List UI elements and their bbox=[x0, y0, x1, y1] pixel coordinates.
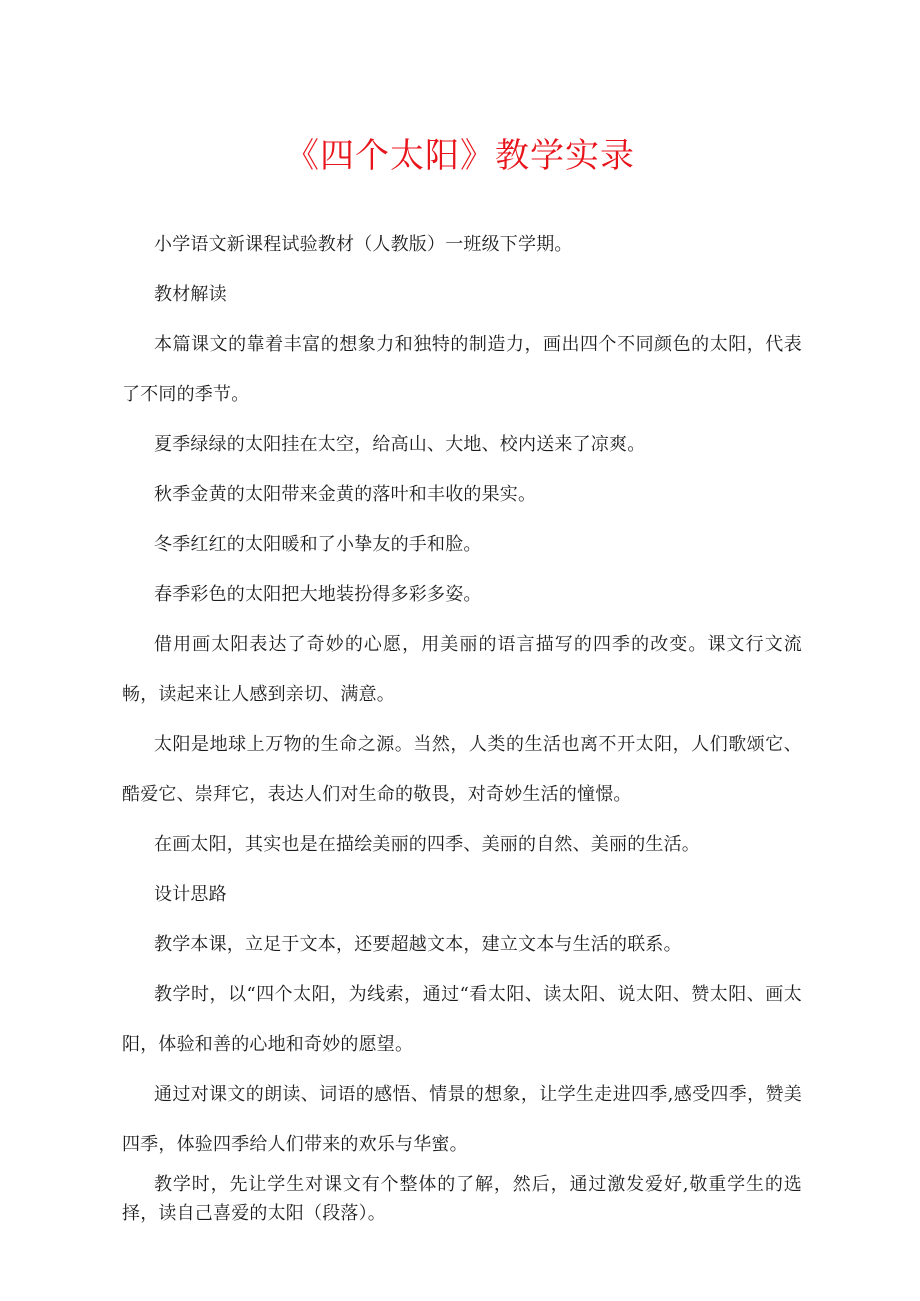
paragraph-textbook-info: 小学语文新课程试验教材（人教版）一班级下学期。 bbox=[154, 234, 573, 255]
document-title: 《四个太阳》教学实录 bbox=[285, 136, 635, 176]
paragraph-winter-sun: 冬季红红的太阳暖和了小挚友的手和脸。 bbox=[154, 534, 482, 555]
paragraph-summer-sun: 夏季绿绿的太阳挂在太空，给高山、大地、校内送来了凉爽。 bbox=[154, 434, 646, 455]
paragraph-analysis-intro: 本篇课文的靠着丰富的想象力和独特的制造力，画出四个不同颜色的太阳，代表了不同的季节。 bbox=[122, 334, 802, 405]
document-body bbox=[122, 220, 802, 1228]
paragraph-teaching-clue: 教学时，以“四个太阳，为线索，通过“看太阳、读太阳、说太阳、赞太阳、画太阳，体验和善的心地和奇妙的愿望。 bbox=[122, 984, 802, 1055]
paragraph-four-seasons: 通过对课文的朗读、词语的感悟、情景的想象，让学生走进四季,感受四季，赞美四季，体验四季给人们带来的欢乐与华蜜。 bbox=[122, 1084, 802, 1155]
paragraph-beyond-text: 教学本课，立足于文本，还要超越文本，建立文本与生活的联系。 bbox=[154, 934, 682, 955]
paragraph-drawing-sun: 在画太阳，其实也是在描绘美丽的四季、美丽的自然、美丽的生活。 bbox=[154, 834, 700, 855]
paragraph-wishes: 借用画太阳表达了奇妙的心愿，用美丽的语言描写的四季的改变。课文行文流畅，读起来让人感到亲切、满意。 bbox=[122, 634, 802, 705]
paragraph-reading-choice: 教学时，先让学生对课文有个整体的了解，然后，通过激发爱好,敬重学生的选择，读自己喜爱的太阳（段落）。 bbox=[122, 1174, 802, 1224]
heading-design-ideas: 设计思路 bbox=[154, 884, 227, 905]
heading-textbook-analysis: 教材解读 bbox=[154, 284, 227, 305]
paragraph-source-of-life: 太阳是地球上万物的生命之源。当然，人类的生活也离不开太阳，人们歌颂它、酷爱它、崇拜它，表达人们对生命的敬畏，对奇妙生活的憧憬。 bbox=[122, 734, 802, 805]
paragraph-spring-sun: 春季彩色的太阳把大地装扮得多彩多姿。 bbox=[154, 584, 482, 605]
paragraph-autumn-sun: 秋季金黄的太阳带来金黄的落叶和丰收的果实。 bbox=[154, 484, 537, 505]
